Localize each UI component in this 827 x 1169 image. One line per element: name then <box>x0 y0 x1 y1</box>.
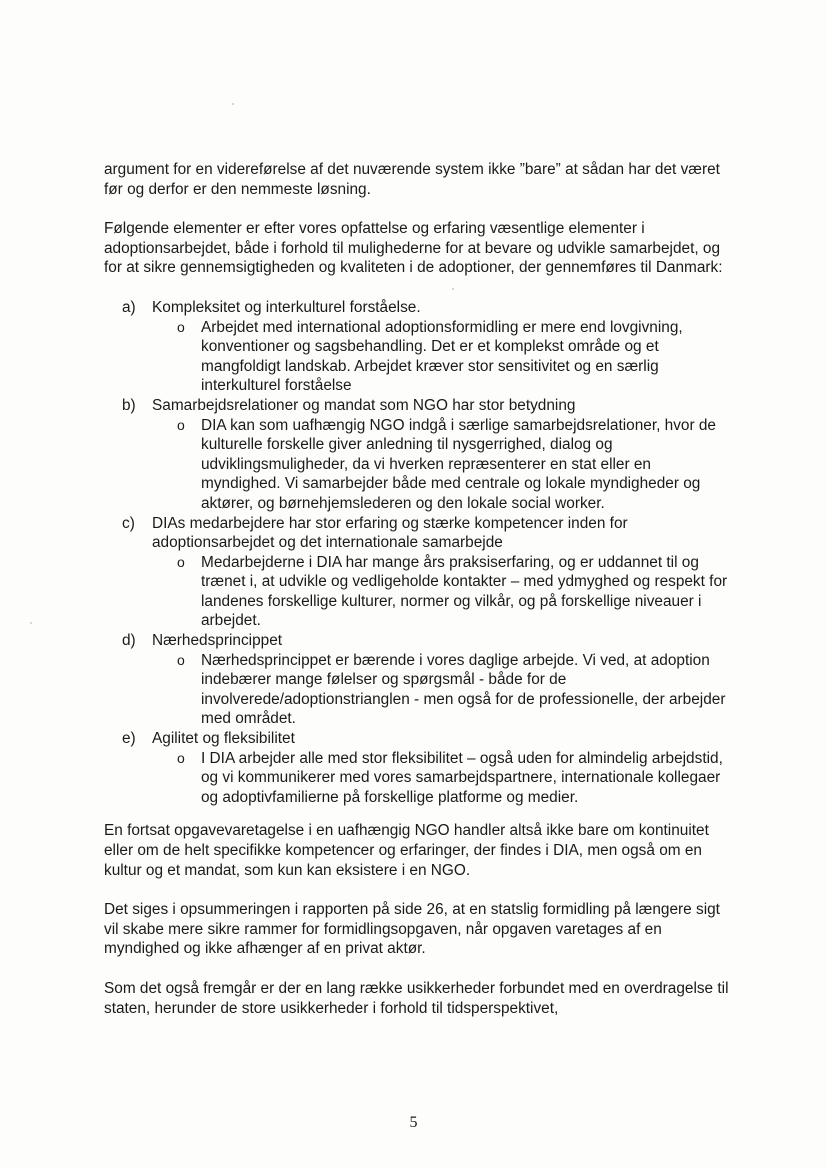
sub-item-text: Medarbejderne i DIA har mange års praksiserfaring, og er uddannet til og trænet i, at udvikle og vedligeholde kontakter – med ydmyghed og respekt for landenes forskellige kulturer, normer og vilkår, og på forskellige niveauer i arbejdet. <box>201 553 728 630</box>
scan-speck <box>232 103 234 105</box>
circle-bullet-icon: o <box>177 416 185 433</box>
list-item-d <box>104 631 734 729</box>
circle-bullet-icon: o <box>177 553 185 570</box>
scan-speck <box>30 622 32 624</box>
page-number: 5 <box>409 1114 418 1131</box>
paragraph: En fortsat opgavevaretagelse i en uafhængig NGO handler altså ikke bare om kontinuitet eller om de helt specifikke kompetencer og erfaringer, der findes i DIA, men også om en kultur og et mandat, som kun kan eksistere i en NGO. <box>104 822 709 879</box>
sub-item <box>152 749 734 808</box>
list-label: d) <box>122 632 136 650</box>
sub-item-text: Arbejdet med international adoptionsformidling er mere end lovgivning, konventioner og sagsbehandling. Det er et komplekst område og et mangfoldigt landskab. Arbejdet kræver stor sensitivitet og en særlig interkulturel forståelse <box>201 318 683 395</box>
document-body <box>104 160 734 1038</box>
list-label: a) <box>122 298 136 316</box>
sub-item-text: I DIA arbejder alle med stor fleksibilitet – også uden for almindelig arbejdstid, og vi kommunikerer med vores samarbejdspartnere, internationale kollegaer og adoptivfamilierne på forskellige platforme og medier. <box>201 749 723 806</box>
list-item-title: Kompleksitet og interkulturel forståelse. <box>152 298 421 316</box>
list-item-title: Nærhedsprincippet <box>152 632 283 650</box>
paragraph: Følgende elementer er efter vores opfattelse og erfaring væsentlige elementer i adoptionsarbejdet, både i forhold til mulighederne for at bevare og udvikle samarbejdet, og for at sikre gennemsigtigheden og kvaliteten i de adoptioner, der gennemføres til Danmark: <box>104 220 723 277</box>
circle-bullet-icon: o <box>177 749 185 766</box>
list-label: c) <box>122 514 135 532</box>
sub-item <box>152 318 734 396</box>
circle-bullet-icon: o <box>177 651 185 668</box>
paragraph: Som det også fremgår er der en lang række usikkerheder forbundet med en overdragelse til staten, herunder de store usikkerheder i forhold til tidsperspektivet, <box>104 979 729 1017</box>
circle-bullet-icon: o <box>177 318 185 335</box>
list-item-title: DIAs medarbejdere har stor erfaring og stærke kompetencer inden for adoptionsarbejdet og det internationale samarbejde <box>152 514 628 552</box>
list-item-c <box>104 514 734 632</box>
element-list <box>104 298 734 807</box>
list-item-a <box>104 298 734 396</box>
sub-item <box>152 553 734 631</box>
sub-item-text: DIA kan som uafhængig NGO indgå i særlige samarbejdsrelationer, hvor de kulturelle forskelle giver anledning til nysgerrighed, dialog og udviklingsmuligheder, da vi hverken repræsenterer en stat eller en myndighed. Vi samarbejder både med centrale og lokale myndigheder og aktører, og børnehjemslederen og den lokale social worker. <box>201 416 716 512</box>
list-item-e <box>104 729 734 807</box>
sub-item <box>152 416 734 514</box>
list-label: b) <box>122 396 136 414</box>
sub-item <box>152 651 734 729</box>
paragraph: Det siges i opsummeringen i rapporten på side 26, at en statslig formidling på længere sigt vil skabe mere sikre rammer for formidlingsopgaven, når opgaven varetages af en myndighed og ikke afhænger af en privat aktør. <box>104 901 720 958</box>
list-label: e) <box>122 730 136 748</box>
paragraph: argument for en videreførelse af det nuværende system ikke ”bare” at sådan har det været før og derfor er den nemmeste løsning. <box>104 161 720 198</box>
list-item-title: Agilitet og fleksibilitet <box>152 730 295 748</box>
sub-item-text: Nærhedsprincippet er bærende i vores daglige arbejde. Vi ved, at adoption indebærer mange følelser og spørgsmål - både for de involverede/adoptionstrianglen - men også for de professionelle, der arbejder med området. <box>201 651 726 728</box>
list-item-title: Samarbejdsrelationer og mandat som NGO har stor betydning <box>152 396 576 414</box>
list-item-b <box>104 396 734 514</box>
